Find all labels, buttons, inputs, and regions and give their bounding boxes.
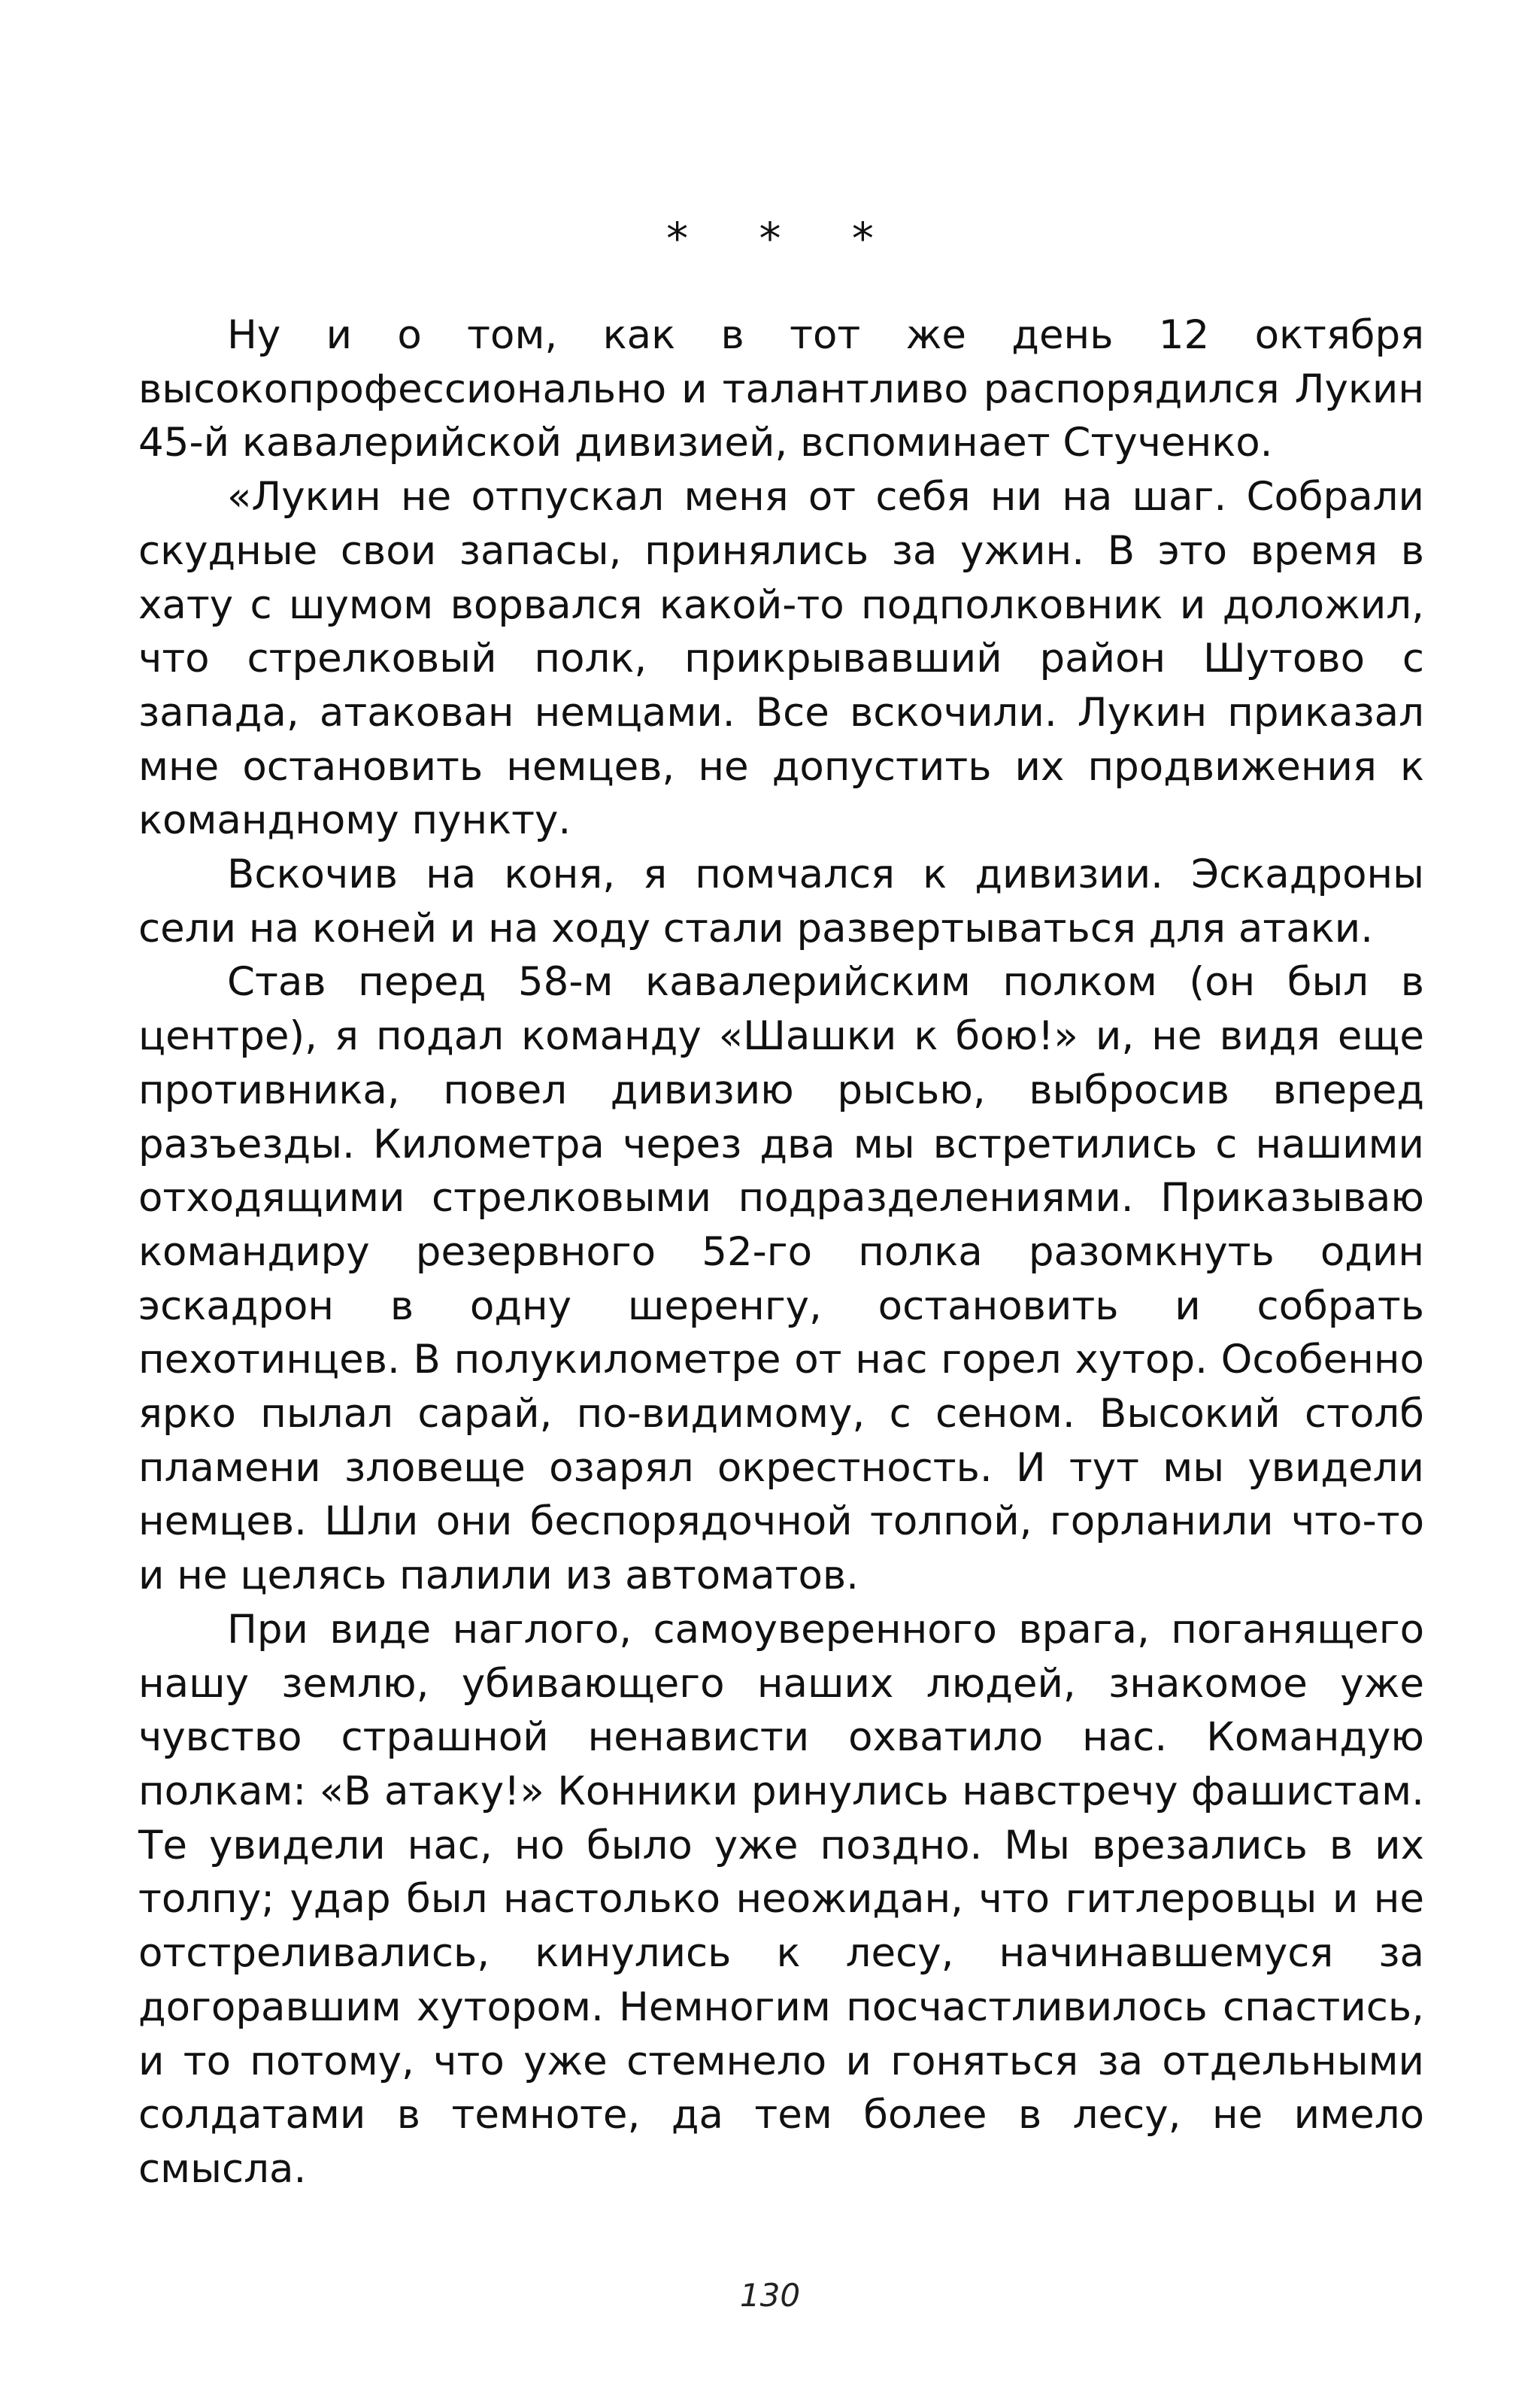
body-text: [138, 308, 1424, 2196]
paragraph: Став перед 58-м кавалерийским полком (он был в центре), я подал команду «Шашки к бою!» и, не видя еще противника, повел дивизию рысью, выбросив вперед разъезды. Километра через два мы встретились с нашими отходящими стрелковыми подразделениями. Приказываю командиру резервного 52-го полка разомкнуть один эскадрон в одну шеренгу, остановить и собрать пехотинцев. В полукилометре от нас горел хутор. Особенно ярко пылал сарай, по-видимому, с сеном. Высокий столб пламени зловеще озарял окрестность. И тут мы увидели немцев. Шли они беспорядочной толпой, горланили что-то и не целясь палили из автоматов.: [138, 959, 1424, 1599]
section-separator: * * *: [666, 213, 902, 264]
paragraph: Ну и о том, как в тот же день 12 октября высокопрофессионально и талантливо распорядился Лукин 45-й кавалерийской дивизией, вспоминает Стученко.: [138, 312, 1424, 466]
page-number: 130: [739, 2277, 801, 2314]
paragraph: При виде наглого, самоуверенного врага, поганящего нашу землю, убивающего наших людей, знакомое уже чувство страшной ненависти охватило нас. Командую полкам: «В атаку!» Конники ринулись навстречу фашистам. Те увидели нас, но было уже поздно. Мы врезались в их толпу; удар был настолько неожидан, что гитлеровцы и не отстреливались, кинулись к лесу, начинавшемуся за догоравшим хутором. Немногим посчастливилось спастись, и то потому, что уже стемнело и гоняться за отдельными солдатами в темноте, да тем более в лесу, не имело смысла.: [138, 1606, 1424, 2192]
paragraph: Вскочив на коня, я помчался к дивизии. Эскадроны сели на коней и на ходу стали развертываться для атаки.: [138, 851, 1424, 952]
paragraph: «Лукин не отпускал меня от себя ни на шаг. Собрали скудные свои запасы, принялись за ужин. В это время в хату с шумом ворвался какой-то подполковник и доложил, что стрелковый полк, прикрывавший район Шутово с запада, атакован немцами. Все вскочили. Лукин приказал мне остановить немцев, не допустить их продвижения к командному пункту.: [138, 474, 1424, 844]
